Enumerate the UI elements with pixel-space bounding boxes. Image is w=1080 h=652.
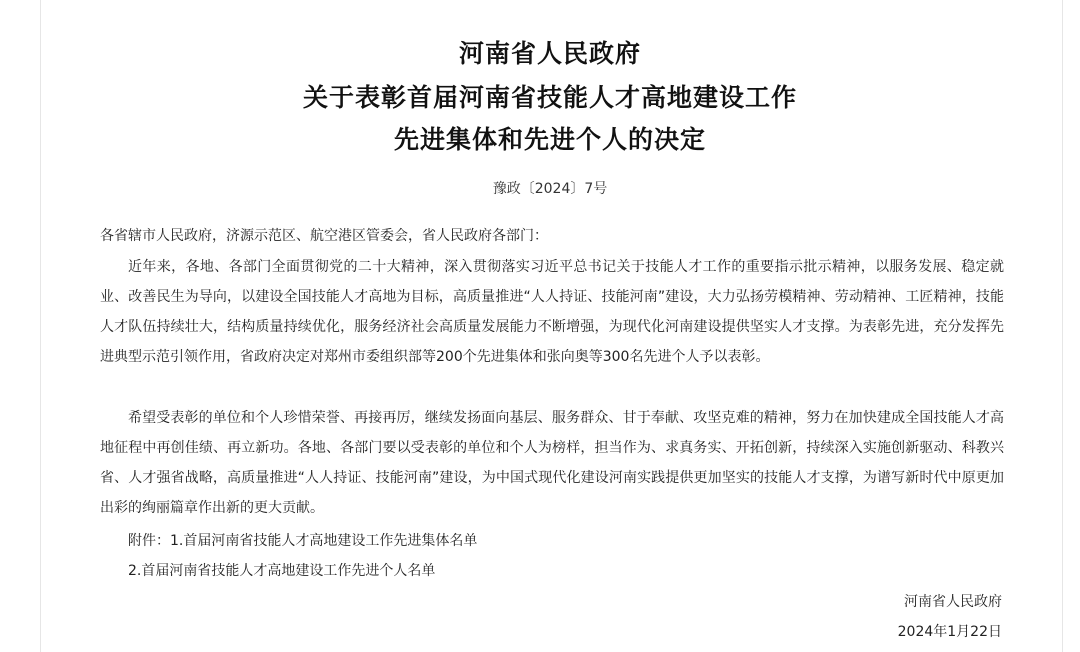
body-paragraph-1: 近年来，各地、各部门全面贯彻党的二十大精神，深入贯彻落实习近平总书记关于技能人才工作的重要指示批示精神，以服务发展、稳定就业、改善民生为导向，以建设全国技能人才高地为目标，高质量推进“人人持证、技能河南”建设，大力弘扬劳模精神、劳动精神、工匠精神，技能人才队伍持续壮大，结构质量持续优化，服务经济社会高质量发展能力不断增强，为现代化河南建设提供坚实人才支撑。为表彰先进，充分发挥先进典型示范引领作用，省政府决定对郑州市委组织部等200个先进集体和张向奥等300名先进个人予以表彰。 — [100, 259, 1004, 365]
signature-issuer: 河南省人民政府 — [904, 594, 1002, 610]
document-title-line-2: 关于表彰首届河南省技能人才高地建设工作 — [302, 83, 797, 112]
document-title-line-3: 先进集体和先进个人的决定 — [393, 125, 706, 154]
document-number: 豫政〔2024〕7号 — [492, 181, 608, 197]
attachment-item-2: 2.首届河南省技能人才高地建设工作先进个人名单 — [128, 563, 436, 579]
addressee: 各省辖市人民政府，济源示范区、航空港区管委会，省人民政府各部门： — [100, 228, 548, 244]
body-paragraph-2: 希望受表彰的单位和个人珍惜荣誉、再接再厉，继续发扬面向基层、服务群众、甘于奉献、攻坚克难的精神，努力在加快建成全国技能人才高地征程中再创佳绩、再立新功。各地、各部门要以受表彰的单位和个人为榜样，担当作为、求真务实、开拓创新，持续深入实施创新驱动、科教兴省、人才强省战略，高质量推进“人人持证、技能河南”建设，为中国式现代化建设河南实践提供更加坚实的技能人才支撑，为谱写新时代中原更加出彩的绚丽篇章作出新的更大贡献。 — [100, 410, 1004, 516]
attachment-item-1: 附件：1.首届河南省技能人才高地建设工作先进集体名单 — [128, 533, 478, 549]
page-border-left — [40, 0, 41, 652]
page-border-right — [1062, 0, 1063, 652]
document-title-line-1: 河南省人民政府 — [458, 39, 641, 68]
signature-date: 2024年1月22日 — [897, 624, 1002, 640]
